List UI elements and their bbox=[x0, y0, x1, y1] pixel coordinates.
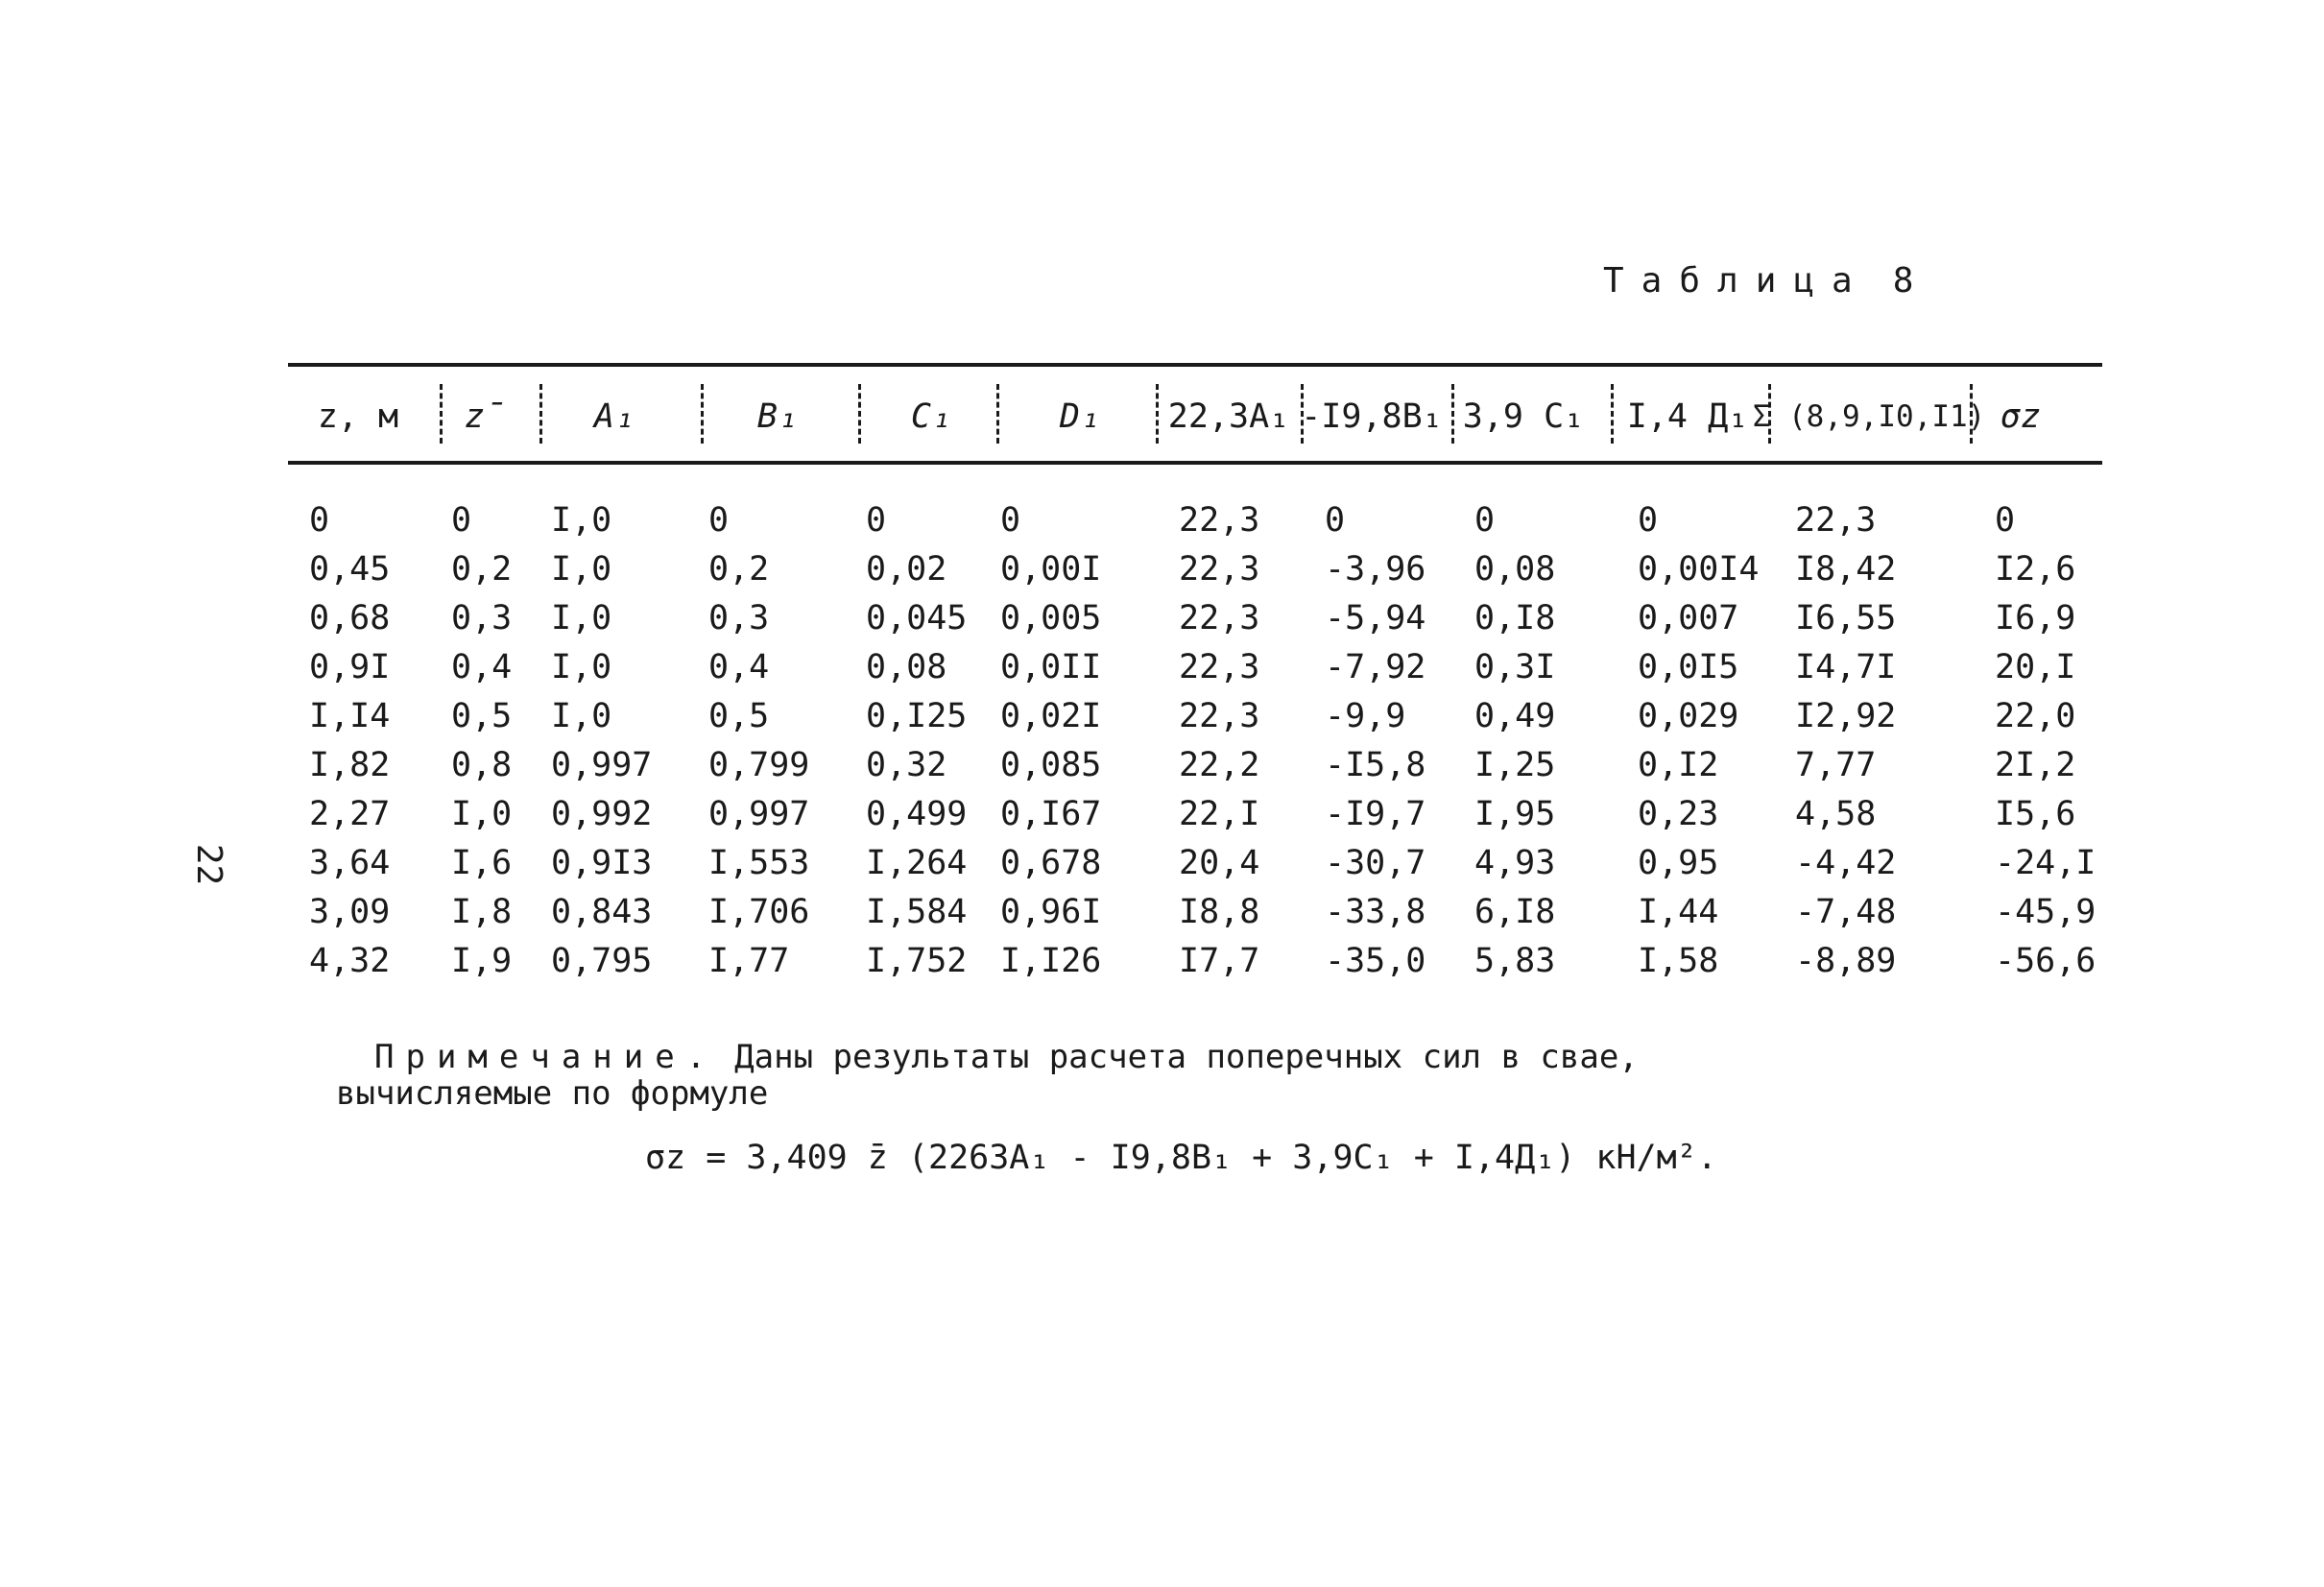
cell-sigma: I5,6 bbox=[1995, 795, 2076, 833]
cell-col8: -33,8 bbox=[1325, 893, 1426, 931]
table-body bbox=[0, 501, 2324, 991]
cell-d1: I,I26 bbox=[1000, 942, 1102, 980]
header-separator bbox=[1611, 384, 1614, 444]
cell-z-bar: I,8 bbox=[451, 893, 513, 931]
cell-sum: I4,7I bbox=[1795, 648, 1897, 686]
cell-sum: I6,55 bbox=[1795, 599, 1897, 637]
table-number: 8 bbox=[1892, 261, 1914, 301]
cell-col9: 0,I8 bbox=[1474, 599, 1556, 637]
header-col8: -I9,8B₁ bbox=[1301, 397, 1443, 436]
cell-col10: 0,007 bbox=[1638, 599, 1739, 637]
cell-d1: 0,678 bbox=[1000, 844, 1102, 882]
cell-sum: -8,89 bbox=[1795, 942, 1897, 980]
cell-z-bar: 0,3 bbox=[451, 599, 513, 637]
cell-col8: -7,92 bbox=[1325, 648, 1426, 686]
table-row bbox=[0, 648, 2324, 697]
cell-a1: 0,9I3 bbox=[551, 844, 653, 882]
cell-col10: 0 bbox=[1638, 501, 1659, 540]
cell-col10: I,44 bbox=[1638, 893, 1719, 931]
cell-sigma: 22,0 bbox=[1995, 697, 2076, 735]
cell-sum: -4,42 bbox=[1795, 844, 1897, 882]
header-separator bbox=[1451, 384, 1454, 444]
cell-sigma: -56,6 bbox=[1995, 942, 2096, 980]
cell-z-bar: I,9 bbox=[451, 942, 513, 980]
cell-b1: 0,5 bbox=[708, 697, 770, 735]
header-separator bbox=[1768, 384, 1771, 444]
table-row bbox=[0, 893, 2324, 942]
header-a1: A₁ bbox=[593, 397, 635, 436]
cell-col10: I,58 bbox=[1638, 942, 1719, 980]
header-separator bbox=[440, 384, 443, 444]
cell-b1: 0 bbox=[708, 501, 730, 540]
header-z-bar: z̄ bbox=[464, 397, 506, 436]
cell-col7: I8,8 bbox=[1179, 893, 1260, 931]
cell-z-bar: 0,4 bbox=[451, 648, 513, 686]
header-separator bbox=[539, 384, 542, 444]
header-sigma: σz bbox=[2000, 397, 2042, 436]
header-separator bbox=[701, 384, 704, 444]
cell-z-bar: 0,2 bbox=[451, 550, 513, 589]
page-number: 22 bbox=[189, 843, 229, 886]
cell-b1: 0,2 bbox=[708, 550, 770, 589]
cell-a1: 0,843 bbox=[551, 893, 653, 931]
cell-d1: 0,085 bbox=[1000, 746, 1102, 784]
note-label: Примечание. bbox=[374, 1038, 718, 1076]
cell-sigma: I6,9 bbox=[1995, 599, 2076, 637]
cell-col8: -I5,8 bbox=[1325, 746, 1426, 784]
table-row bbox=[0, 501, 2324, 550]
table-row bbox=[0, 550, 2324, 599]
cell-z: 2,27 bbox=[309, 795, 391, 833]
cell-col8: -5,94 bbox=[1325, 599, 1426, 637]
cell-z: I,I4 bbox=[309, 697, 391, 735]
header-d1: D₁ bbox=[1059, 397, 1101, 436]
cell-z-bar: 0 bbox=[451, 501, 472, 540]
cell-col9: 0 bbox=[1474, 501, 1496, 540]
cell-a1: I,0 bbox=[551, 697, 612, 735]
cell-c1: 0,499 bbox=[866, 795, 968, 833]
cell-d1: 0,I67 bbox=[1000, 795, 1102, 833]
cell-sum: 22,3 bbox=[1795, 501, 1877, 540]
cell-sum: I8,42 bbox=[1795, 550, 1897, 589]
cell-col9: 4,93 bbox=[1474, 844, 1556, 882]
cell-z: 0,45 bbox=[309, 550, 391, 589]
header-separator bbox=[996, 384, 999, 444]
cell-col10: 0,I2 bbox=[1638, 746, 1719, 784]
header-c1: C₁ bbox=[910, 397, 952, 436]
cell-b1: I,553 bbox=[708, 844, 810, 882]
cell-col7: 22,3 bbox=[1179, 550, 1260, 589]
cell-d1: 0,005 bbox=[1000, 599, 1102, 637]
cell-d1: 0,02I bbox=[1000, 697, 1102, 735]
cell-col8: 0 bbox=[1325, 501, 1346, 540]
table-header bbox=[0, 378, 2324, 455]
header-col9: 3,9 C₁ bbox=[1462, 397, 1585, 436]
cell-c1: 0,02 bbox=[866, 550, 947, 589]
cell-z-bar: 0,5 bbox=[451, 697, 513, 735]
cell-b1: I,77 bbox=[708, 942, 790, 980]
header-b1: B₁ bbox=[756, 397, 799, 436]
cell-col7: 22,3 bbox=[1179, 599, 1260, 637]
cell-sum: -7,48 bbox=[1795, 893, 1897, 931]
cell-z: 3,64 bbox=[309, 844, 391, 882]
cell-z: 0,68 bbox=[309, 599, 391, 637]
cell-sigma: -45,9 bbox=[1995, 893, 2096, 931]
cell-col9: 0,49 bbox=[1474, 697, 1556, 735]
cell-sigma: 0 bbox=[1995, 501, 2016, 540]
formula: σz = 3,409 z̄ (2263A₁ - I9,8B₁ + 3,9C₁ + I,4Д₁) кН/м². bbox=[645, 1139, 1717, 1177]
cell-c1: 0,I25 bbox=[866, 697, 968, 735]
cell-col7: 22,3 bbox=[1179, 501, 1260, 540]
cell-col9: I,25 bbox=[1474, 746, 1556, 784]
cell-sigma: 20,I bbox=[1995, 648, 2076, 686]
header-separator bbox=[858, 384, 861, 444]
table-top-rule bbox=[288, 363, 2102, 367]
note bbox=[336, 1038, 1639, 1113]
cell-sigma: -24,I bbox=[1995, 844, 2096, 882]
note-text-line1: Даны результаты расчета поперечных сил в свае, bbox=[734, 1038, 1639, 1076]
cell-a1: 0,795 bbox=[551, 942, 653, 980]
cell-col8: -9,9 bbox=[1325, 697, 1406, 735]
cell-c1: 0,045 bbox=[866, 599, 968, 637]
note-text-line2: вычисляемые по формуле bbox=[336, 1074, 769, 1113]
cell-b1: 0,799 bbox=[708, 746, 810, 784]
cell-c1: I,584 bbox=[866, 893, 968, 931]
cell-z: 0 bbox=[309, 501, 330, 540]
table-row bbox=[0, 795, 2324, 844]
cell-a1: I,0 bbox=[551, 648, 612, 686]
cell-col7: 22,2 bbox=[1179, 746, 1260, 784]
header-sum: Σ (8,9,I0,I1) bbox=[1752, 399, 1986, 434]
cell-col8: -30,7 bbox=[1325, 844, 1426, 882]
cell-b1: 0,997 bbox=[708, 795, 810, 833]
cell-col7: 22,I bbox=[1179, 795, 1260, 833]
cell-col7: 22,3 bbox=[1179, 648, 1260, 686]
cell-z: 0,9I bbox=[309, 648, 391, 686]
table-title-label: Таблица bbox=[1603, 261, 1870, 301]
table-title bbox=[1603, 261, 1913, 301]
cell-c1: 0,32 bbox=[866, 746, 947, 784]
cell-col10: 0,23 bbox=[1638, 795, 1719, 833]
cell-col7: I7,7 bbox=[1179, 942, 1260, 980]
cell-c1: I,264 bbox=[866, 844, 968, 882]
cell-sum: 4,58 bbox=[1795, 795, 1877, 833]
cell-c1: 0 bbox=[866, 501, 887, 540]
cell-c1: 0,08 bbox=[866, 648, 947, 686]
cell-a1: I,0 bbox=[551, 501, 612, 540]
cell-z-bar: 0,8 bbox=[451, 746, 513, 784]
cell-sum: 7,77 bbox=[1795, 746, 1877, 784]
cell-c1: I,752 bbox=[866, 942, 968, 980]
table-row bbox=[0, 746, 2324, 795]
table-row bbox=[0, 599, 2324, 648]
cell-sigma: I2,6 bbox=[1995, 550, 2076, 589]
cell-col10: 0,00I4 bbox=[1638, 550, 1760, 589]
cell-col9: I,95 bbox=[1474, 795, 1556, 833]
cell-a1: 0,997 bbox=[551, 746, 653, 784]
cell-d1: 0,0II bbox=[1000, 648, 1102, 686]
header-separator bbox=[1970, 384, 1973, 444]
cell-col9: 0,08 bbox=[1474, 550, 1556, 589]
header-col7: 22,3A₁ bbox=[1167, 397, 1290, 436]
table-header-rule bbox=[288, 461, 2102, 465]
header-col10: I,4 Д₁ bbox=[1626, 397, 1749, 436]
cell-a1: 0,992 bbox=[551, 795, 653, 833]
cell-col8: -I9,7 bbox=[1325, 795, 1426, 833]
cell-z: 3,09 bbox=[309, 893, 391, 931]
table-row bbox=[0, 697, 2324, 746]
cell-z-bar: I,0 bbox=[451, 795, 513, 833]
cell-a1: I,0 bbox=[551, 599, 612, 637]
cell-sigma: 2I,2 bbox=[1995, 746, 2076, 784]
cell-d1: 0,00I bbox=[1000, 550, 1102, 589]
header-separator bbox=[1156, 384, 1159, 444]
cell-d1: 0,96I bbox=[1000, 893, 1102, 931]
cell-col7: 22,3 bbox=[1179, 697, 1260, 735]
cell-b1: 0,3 bbox=[708, 599, 770, 637]
cell-z: I,82 bbox=[309, 746, 391, 784]
cell-col10: 0,95 bbox=[1638, 844, 1719, 882]
cell-sum: I2,92 bbox=[1795, 697, 1897, 735]
cell-col9: 6,I8 bbox=[1474, 893, 1556, 931]
header-z: z, м bbox=[317, 397, 399, 436]
cell-col9: 5,83 bbox=[1474, 942, 1556, 980]
header-separator bbox=[1301, 384, 1304, 444]
cell-col10: 0,029 bbox=[1638, 697, 1739, 735]
cell-col9: 0,3I bbox=[1474, 648, 1556, 686]
table-row bbox=[0, 942, 2324, 991]
cell-col8: -3,96 bbox=[1325, 550, 1426, 589]
cell-col7: 20,4 bbox=[1179, 844, 1260, 882]
cell-col10: 0,0I5 bbox=[1638, 648, 1739, 686]
table-row bbox=[0, 844, 2324, 893]
cell-b1: 0,4 bbox=[708, 648, 770, 686]
cell-z: 4,32 bbox=[309, 942, 391, 980]
cell-a1: I,0 bbox=[551, 550, 612, 589]
cell-col8: -35,0 bbox=[1325, 942, 1426, 980]
cell-b1: I,706 bbox=[708, 893, 810, 931]
cell-z-bar: I,6 bbox=[451, 844, 513, 882]
cell-d1: 0 bbox=[1000, 501, 1021, 540]
